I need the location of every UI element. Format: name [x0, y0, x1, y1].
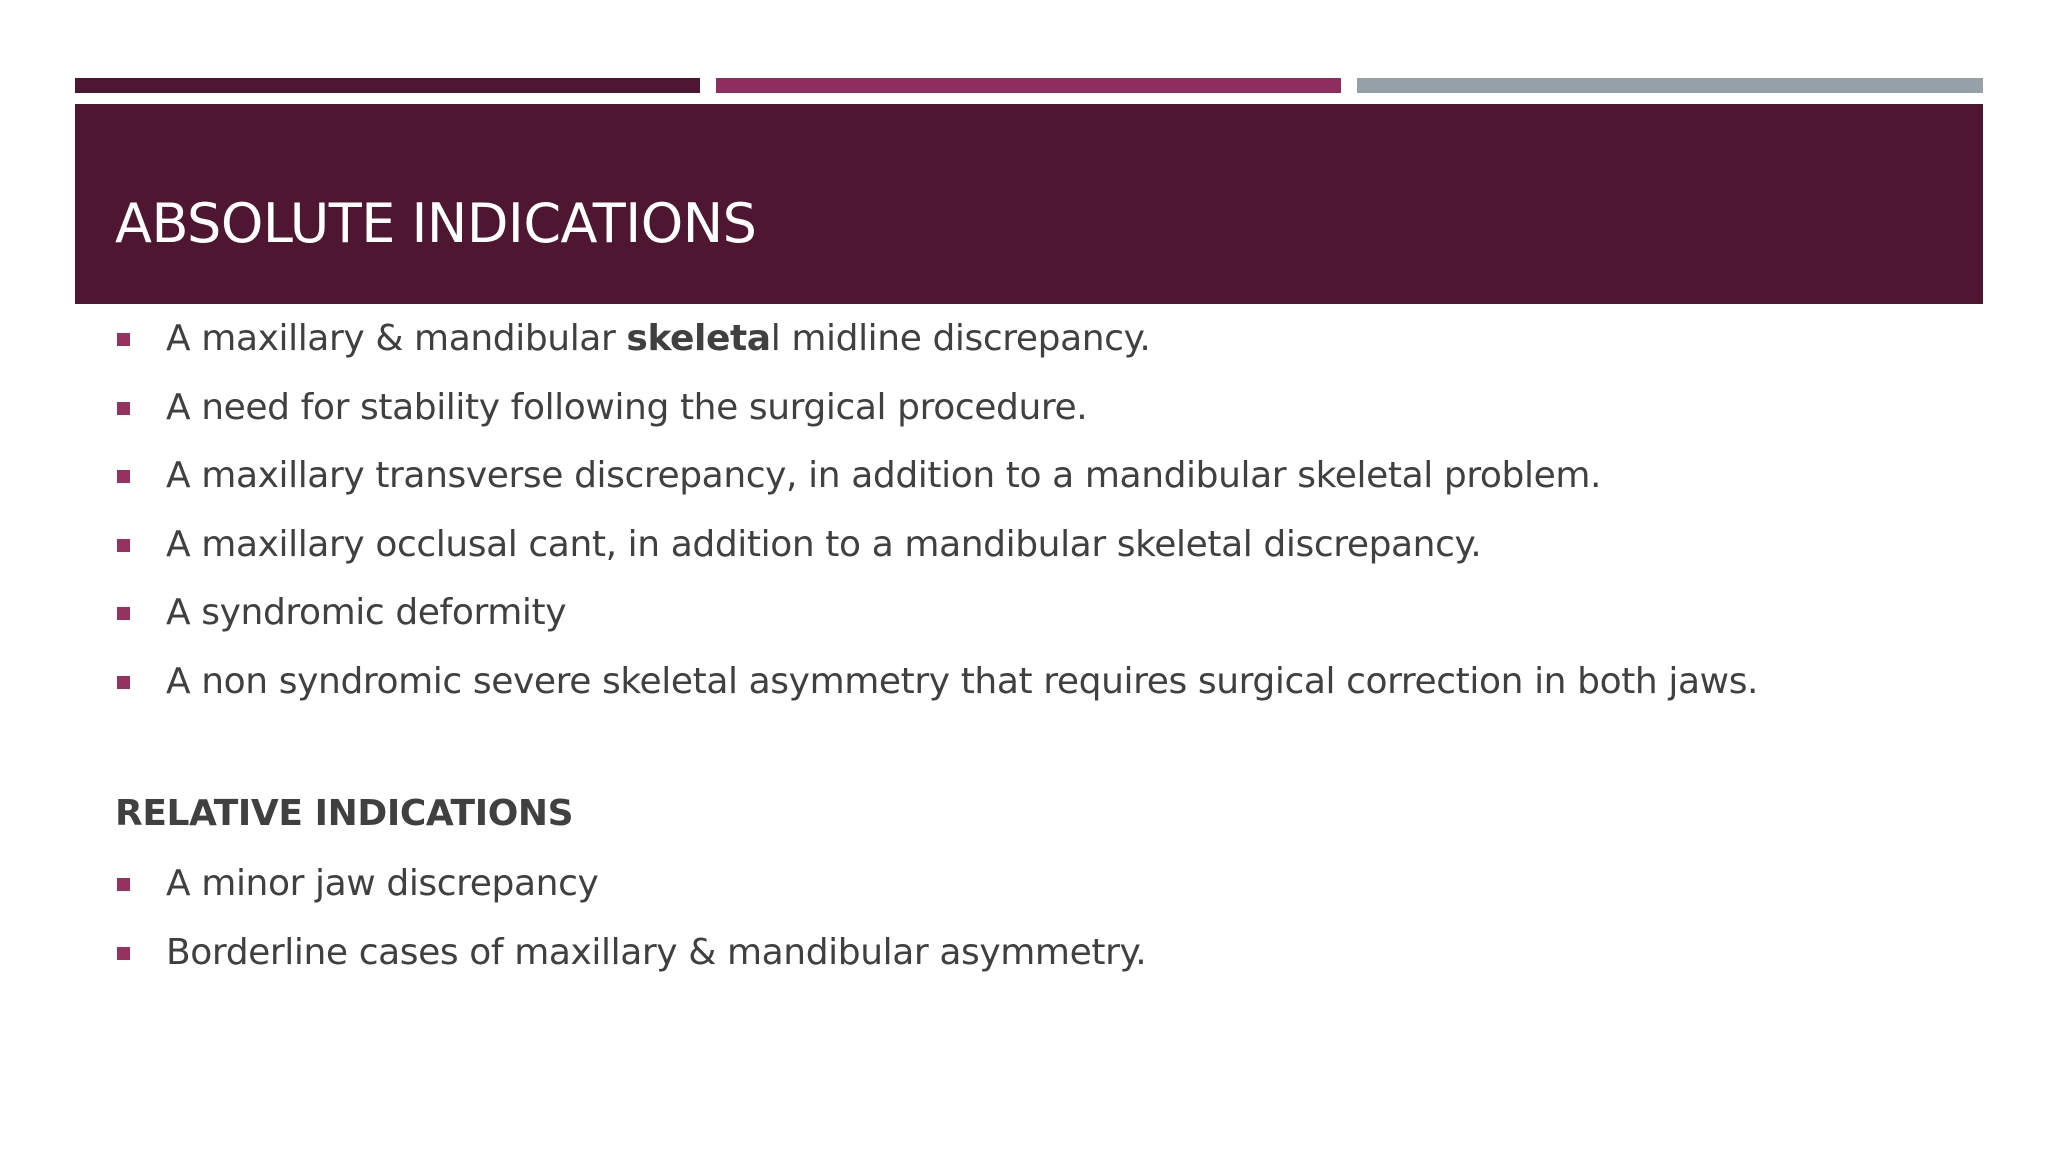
item-text-bold: skeleta — [626, 318, 771, 359]
list-item — [115, 447, 1975, 516]
item-text: Borderline cases of maxillary & mandibular asymmetry. — [166, 931, 1147, 973]
slide-title: ABSOLUTE INDICATIONS — [115, 192, 757, 255]
absolute-indications-list — [115, 310, 1975, 721]
item-text: A minor jaw discrepancy — [166, 863, 599, 904]
item-text: A maxillary transverse discrepancy, in addition to a mandibular skeletal problem. — [166, 455, 1602, 496]
square-bullet-icon — [117, 607, 130, 620]
square-bullet-icon — [117, 878, 130, 891]
list-item — [115, 653, 1975, 722]
square-bullet-icon — [117, 402, 130, 415]
list-item — [115, 584, 1975, 653]
slide-content — [115, 310, 1975, 992]
item-text: A non syndromic severe skeletal asymmetry that requires surgical correction in both jaws. — [166, 660, 1759, 702]
list-item — [115, 924, 1975, 993]
square-bullet-icon — [117, 676, 130, 689]
list-item — [115, 379, 1975, 448]
square-bullet-icon — [117, 539, 130, 552]
item-text-end: l midline discrepancy. — [770, 318, 1151, 359]
accent-bar-magenta — [716, 78, 1341, 93]
accent-bar-gray — [1357, 78, 1983, 93]
list-item — [115, 310, 1975, 379]
list-item — [115, 516, 1975, 585]
item-text: A maxillary & mandibular — [166, 318, 627, 359]
square-bullet-icon — [117, 333, 130, 346]
item-text: A maxillary occlusal cant, in addition to a mandibular skeletal discrepancy. — [166, 523, 1482, 565]
relative-indications-list — [115, 855, 1975, 992]
list-item — [115, 855, 1975, 924]
item-text: A need for stability following the surgical procedure. — [166, 386, 1088, 428]
square-bullet-icon — [117, 470, 130, 483]
item-text: A syndromic deformity — [166, 592, 567, 633]
accent-bar-dark — [75, 78, 700, 93]
title-band — [75, 104, 1983, 304]
square-bullet-icon — [117, 947, 130, 960]
relative-indications-heading: RELATIVE INDICATIONS — [115, 793, 574, 834]
